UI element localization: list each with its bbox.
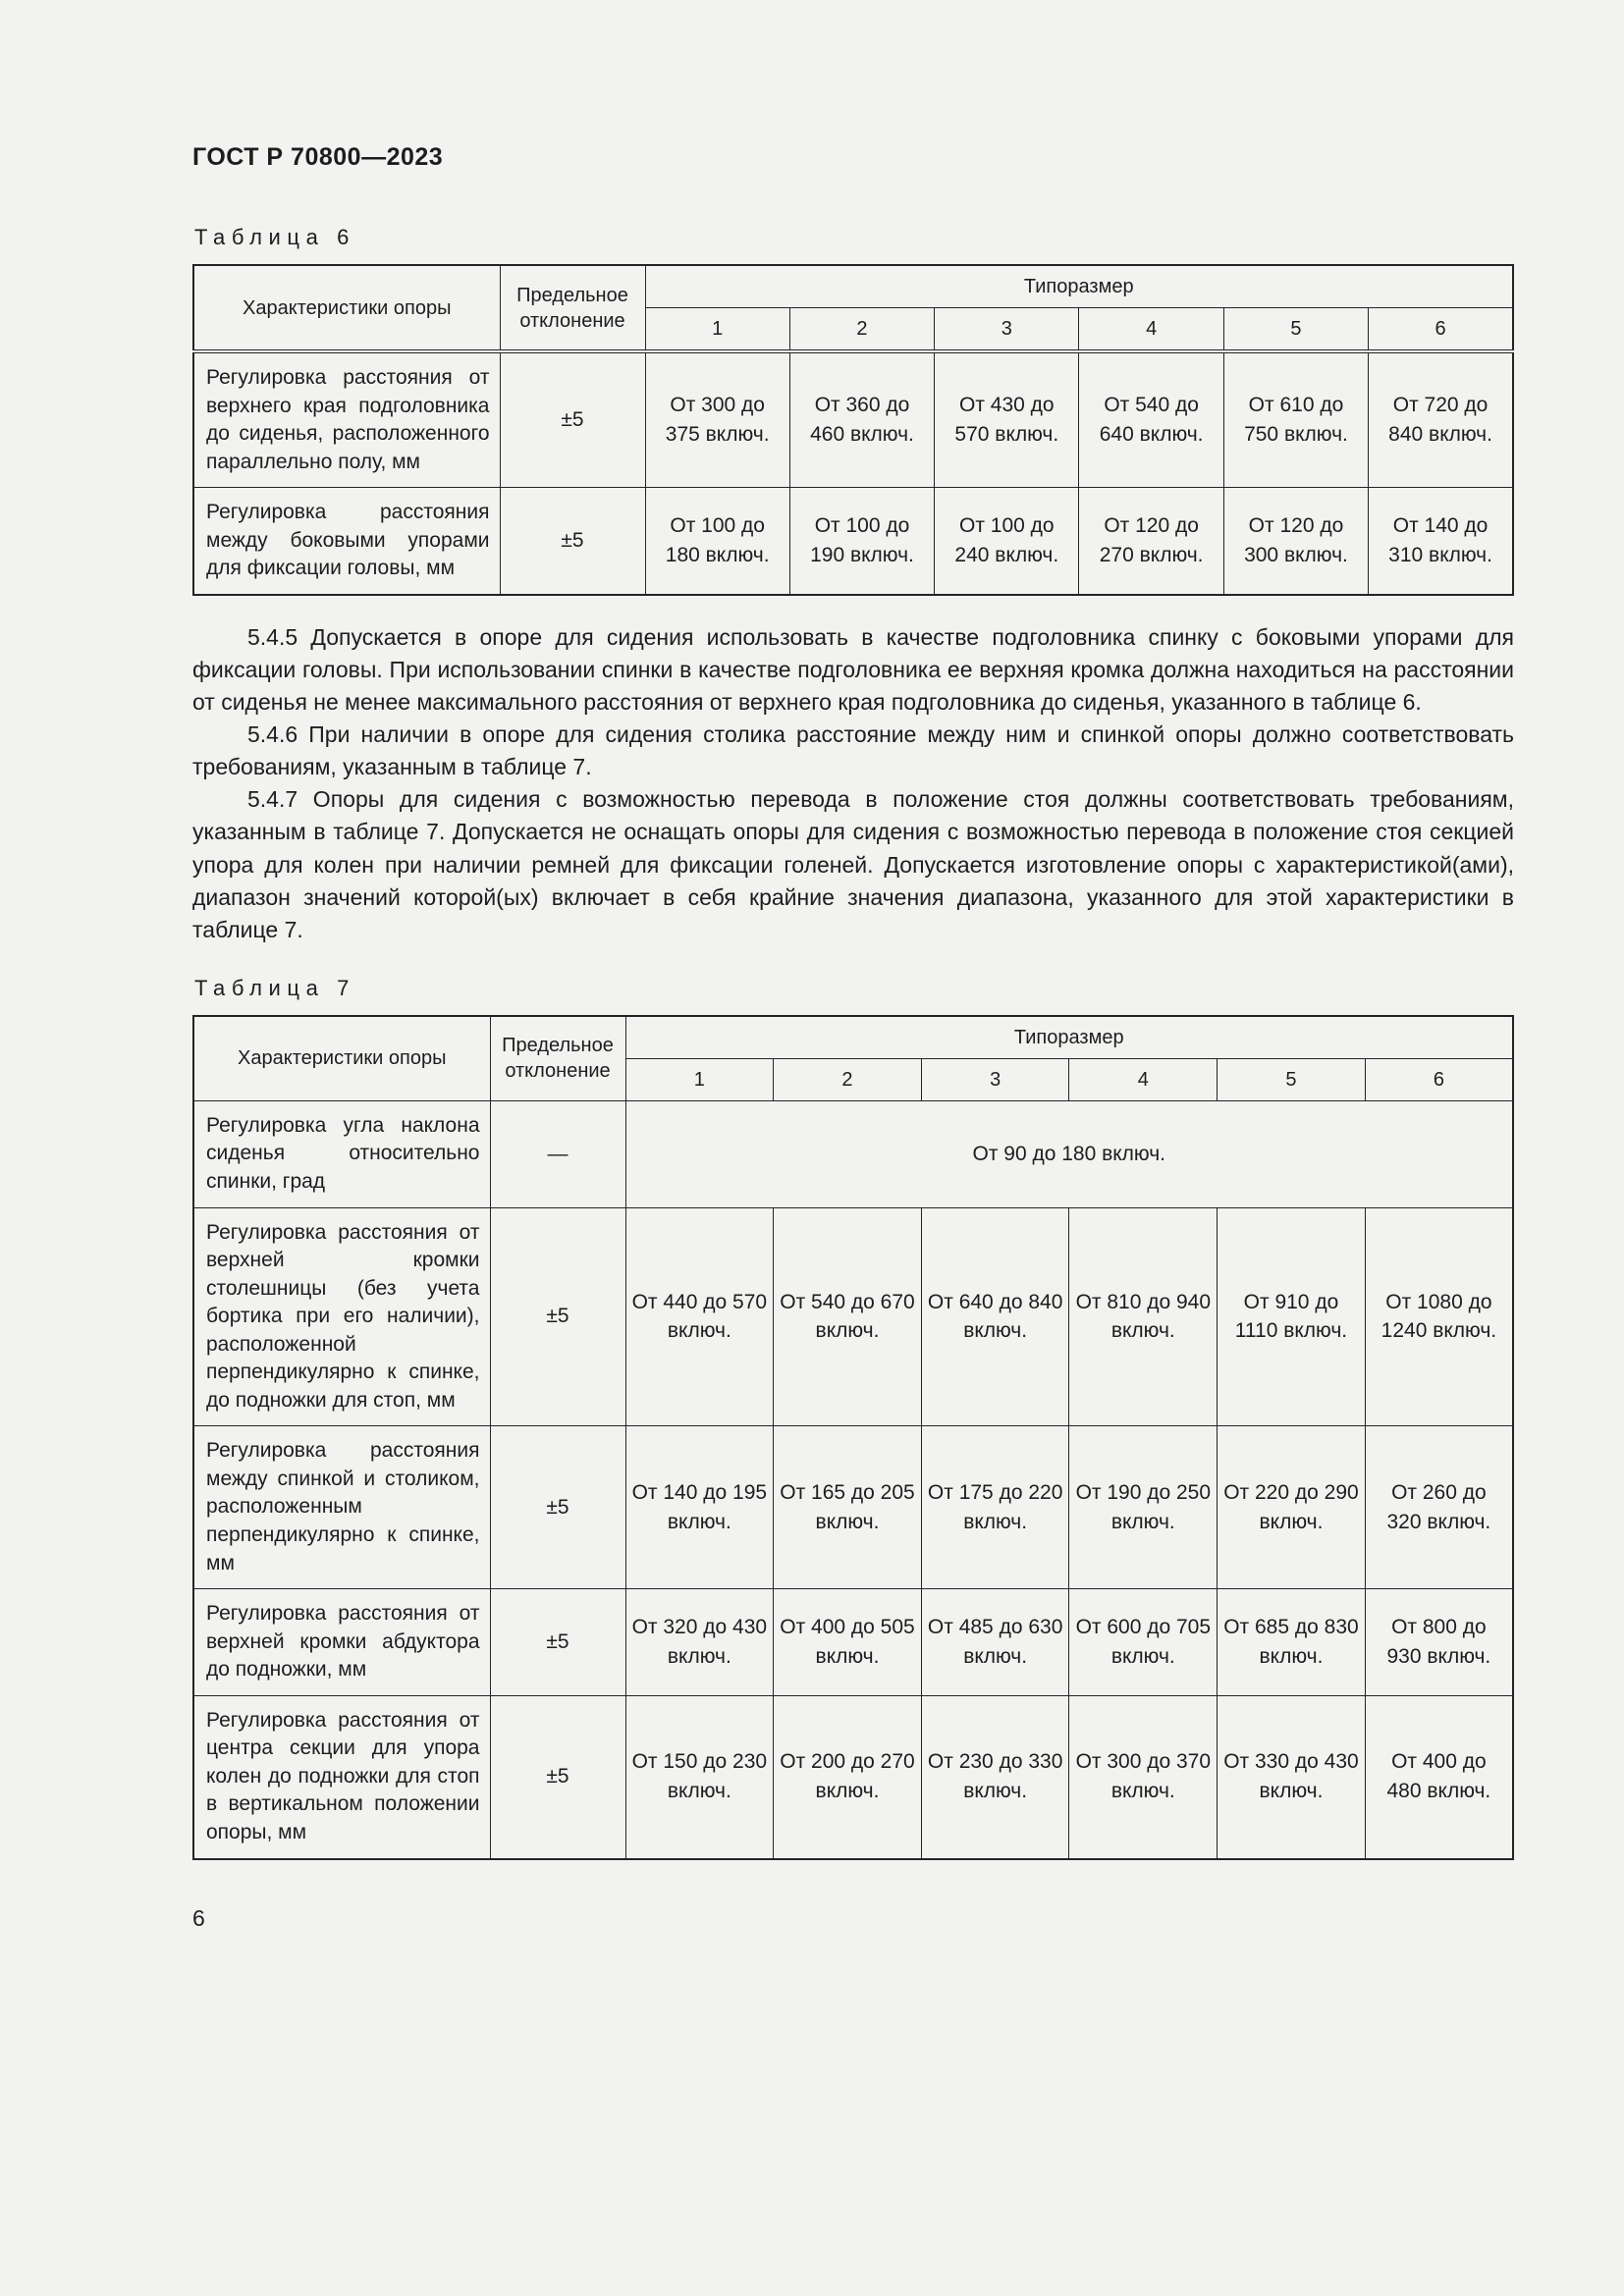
characteristic-cell: Регулировка расстояния между боковыми упорами для фиксации головы, мм (193, 488, 500, 595)
table7 (192, 1015, 1514, 1860)
value-cell: От 330 до 430 включ. (1218, 1695, 1366, 1858)
table7-header-characteristics: Характеристики опоры (193, 1016, 490, 1101)
value-cell: От 175 до 220 включ. (921, 1426, 1069, 1589)
table7-header-tolerance: Предельное отклонение (490, 1016, 625, 1101)
table7-header-group: Типоразмер (625, 1016, 1513, 1059)
value-cell: От 720 до 840 включ. (1369, 351, 1513, 488)
table7-size-4: 4 (1069, 1058, 1218, 1100)
tolerance-cell: ±5 (490, 1589, 625, 1696)
value-cell-span: От 90 до 180 включ. (625, 1100, 1513, 1207)
value-cell: От 165 до 205 включ. (774, 1426, 922, 1589)
value-cell: От 120 до 270 включ. (1079, 488, 1223, 595)
paragraph-5-4-6: 5.4.6 При наличии в опоре для сидения столика расстояние между ним и спинкой опоры должно соответствовать требованиям, указанным в таблице 7. (192, 721, 1514, 780)
table6-size-2: 2 (789, 308, 934, 352)
characteristic-cell: Регулировка расстояния от верхнего края подголовника до сиденья, расположенного параллельно полу, мм (193, 351, 500, 488)
document-header: ГОСТ Р 70800—2023 (192, 143, 444, 171)
characteristic-cell: Регулировка расстояния от центра секции для упора колен до подножки для стоп в вертикальном положении опоры, мм (193, 1695, 490, 1858)
page-number: 6 (192, 1904, 205, 1931)
value-cell: От 910 до 1110 включ. (1218, 1207, 1366, 1426)
value-cell: От 485 до 630 включ. (921, 1589, 1069, 1696)
tolerance-cell: — (490, 1100, 625, 1207)
value-cell: От 685 до 830 включ. (1218, 1589, 1366, 1696)
tolerance-cell: ±5 (490, 1426, 625, 1589)
value-cell: От 100 до 240 включ. (935, 488, 1079, 595)
value-cell: От 430 до 570 включ. (935, 351, 1079, 488)
table-row (193, 1207, 1513, 1426)
table6-size-1: 1 (645, 308, 789, 352)
value-cell: От 120 до 300 включ. (1223, 488, 1368, 595)
value-cell: От 640 до 840 включ. (921, 1207, 1069, 1426)
table7-size-2: 2 (774, 1058, 922, 1100)
value-cell: От 540 до 640 включ. (1079, 351, 1223, 488)
table6-header-tolerance: Предельное отклонение (500, 265, 645, 351)
table7-size-3: 3 (921, 1058, 1069, 1100)
value-cell: От 440 до 570 включ. (625, 1207, 774, 1426)
value-cell: От 360 до 460 включ. (789, 351, 934, 488)
value-cell: От 100 до 190 включ. (789, 488, 934, 595)
table6-header-row-1 (193, 265, 1513, 308)
table6 (192, 264, 1514, 596)
value-cell: От 610 до 750 включ. (1223, 351, 1368, 488)
table6-size-4: 4 (1079, 308, 1223, 352)
value-cell: От 200 до 270 включ. (774, 1695, 922, 1858)
characteristic-cell: Регулировка угла наклона сиденья относительно спинки, град (193, 1100, 490, 1207)
value-cell: От 230 до 330 включ. (921, 1695, 1069, 1858)
value-cell: От 220 до 290 включ. (1218, 1426, 1366, 1589)
value-cell: От 400 до 480 включ. (1365, 1695, 1513, 1858)
paragraph-5-4-7: 5.4.7 Опоры для сидения с возможностью перевода в положение стоя должны соответствовать требованиям, указанным в таблице 7. Допускается не оснащать опоры для сидения с возможностью перевода в положение стоя секцией упора для колен при наличии ремней для фиксации голеней. Допускается изготовление опоры с характеристикой(ами), диапазон значений которой(ых) включает в себя крайние значения диапазона, указанного для этой характеристики в таблице 7. (192, 786, 1514, 942)
tolerance-cell: ±5 (500, 351, 645, 488)
value-cell: От 600 до 705 включ. (1069, 1589, 1218, 1696)
table-row (193, 1589, 1513, 1696)
table6-caption: Таблица 6 (194, 225, 356, 249)
value-cell: От 810 до 940 включ. (1069, 1207, 1218, 1426)
tolerance-cell: ±5 (490, 1207, 625, 1426)
characteristic-cell: Регулировка расстояния между спинкой и столиком, расположенным перпендикулярно к спинке, мм (193, 1426, 490, 1589)
value-cell: От 190 до 250 включ. (1069, 1426, 1218, 1589)
table6-size-6: 6 (1369, 308, 1513, 352)
value-cell: От 400 до 505 включ. (774, 1589, 922, 1696)
characteristic-cell: Регулировка расстояния от верхней кромки столешницы (без учета бортика при его наличии), расположенной перпендикулярно к спинке, до подножки для стоп, мм (193, 1207, 490, 1426)
tolerance-cell: ±5 (490, 1695, 625, 1858)
tolerance-cell: ±5 (500, 488, 645, 595)
table7-caption: Таблица 7 (194, 975, 356, 1000)
table6-size-3: 3 (935, 308, 1079, 352)
table-row (193, 488, 1513, 595)
body-text (192, 621, 1514, 946)
paragraph-5-4-5: 5.4.5 Допускается в опоре для сидения использовать в качестве подголовника спинку с боковыми упорами для фиксации головы. При использовании спинки в качестве подголовника ее верхняя кромка должна находиться на расстоянии от сиденья не менее максимального расстояния от верхнего края подголовника до сиденья, указанного в таблице 6. (192, 623, 1514, 716)
table6-header-characteristics: Характеристики опоры (193, 265, 500, 351)
table-row (193, 1695, 1513, 1858)
table7-size-6: 6 (1365, 1058, 1513, 1100)
value-cell: От 140 до 310 включ. (1369, 488, 1513, 595)
value-cell: От 1080 до 1240 включ. (1365, 1207, 1513, 1426)
value-cell: От 320 до 430 включ. (625, 1589, 774, 1696)
table7-size-5: 5 (1218, 1058, 1366, 1100)
characteristic-cell: Регулировка расстояния от верхней кромки абдуктора до подножки, мм (193, 1589, 490, 1696)
value-cell: От 300 до 370 включ. (1069, 1695, 1218, 1858)
table6-header-group: Типоразмер (645, 265, 1513, 308)
table-row (193, 351, 1513, 488)
value-cell: От 300 до 375 включ. (645, 351, 789, 488)
table7-header-row-1 (193, 1016, 1513, 1059)
value-cell: От 150 до 230 включ. (625, 1695, 774, 1858)
value-cell: От 800 до 930 включ. (1365, 1589, 1513, 1696)
table6-size-5: 5 (1223, 308, 1368, 352)
value-cell: От 100 до 180 включ. (645, 488, 789, 595)
table7-size-1: 1 (625, 1058, 774, 1100)
value-cell: От 260 до 320 включ. (1365, 1426, 1513, 1589)
table-row (193, 1100, 1513, 1207)
value-cell: От 140 до 195 включ. (625, 1426, 774, 1589)
value-cell: От 540 до 670 включ. (774, 1207, 922, 1426)
table-row (193, 1426, 1513, 1589)
